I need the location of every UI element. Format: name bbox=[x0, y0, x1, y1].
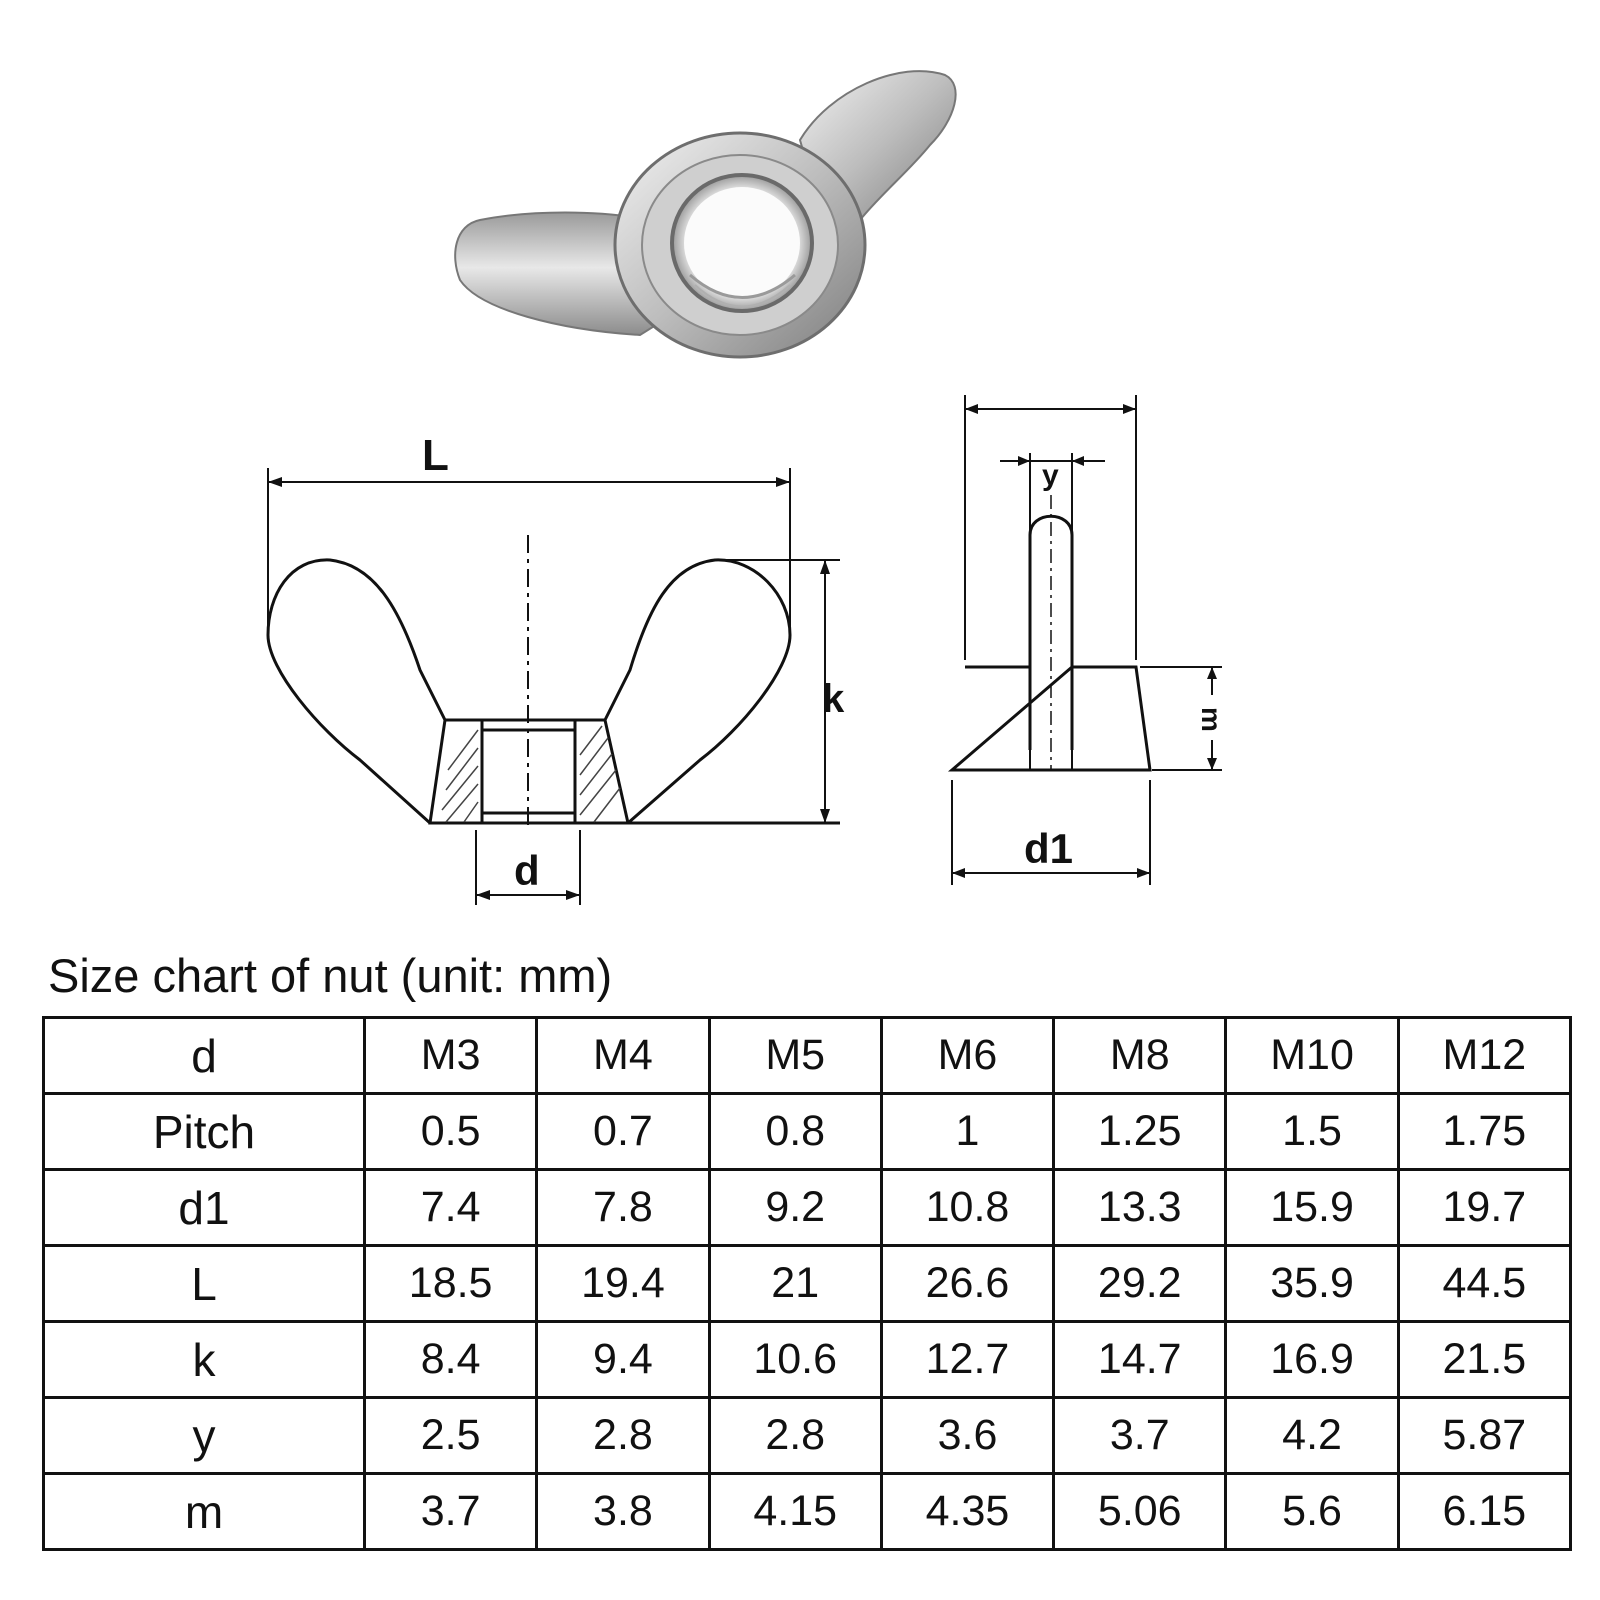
table-cell: 1.25 bbox=[1054, 1094, 1226, 1170]
table-cell: 16.9 bbox=[1226, 1322, 1398, 1398]
table-cell: M6 bbox=[881, 1018, 1053, 1094]
table-cell: 7.4 bbox=[365, 1170, 537, 1246]
table-cell: 4.15 bbox=[709, 1474, 881, 1550]
table-cell: 9.2 bbox=[709, 1170, 881, 1246]
size-chart-table bbox=[42, 1016, 1572, 1551]
table-cell: 1.75 bbox=[1398, 1094, 1570, 1170]
row-label: Pitch bbox=[44, 1094, 365, 1170]
table-cell: M10 bbox=[1226, 1018, 1398, 1094]
table-cell: 3.7 bbox=[1054, 1398, 1226, 1474]
left-wing-outline bbox=[268, 560, 445, 823]
label-y: y bbox=[1042, 459, 1059, 492]
table-cell: 8.4 bbox=[365, 1322, 537, 1398]
table-cell: 14.7 bbox=[1054, 1322, 1226, 1398]
table-cell: 5.06 bbox=[1054, 1474, 1226, 1550]
table-cell: 21 bbox=[709, 1246, 881, 1322]
table-cell: 29.2 bbox=[1054, 1246, 1226, 1322]
label-d: d bbox=[514, 847, 540, 894]
table-cell: 21.5 bbox=[1398, 1322, 1570, 1398]
table-cell: 2.8 bbox=[709, 1398, 881, 1474]
label-d1: d1 bbox=[1024, 825, 1074, 872]
table-row bbox=[44, 1474, 1571, 1550]
table-cell: M4 bbox=[537, 1018, 709, 1094]
table-row bbox=[44, 1398, 1571, 1474]
table-cell: 18.5 bbox=[365, 1246, 537, 1322]
table-cell: 6.15 bbox=[1398, 1474, 1570, 1550]
table-cell: M12 bbox=[1398, 1018, 1570, 1094]
table-cell: 3.6 bbox=[881, 1398, 1053, 1474]
table-cell: 7.8 bbox=[537, 1170, 709, 1246]
label-k: k bbox=[822, 677, 845, 721]
table-cell: 0.8 bbox=[709, 1094, 881, 1170]
label-L: L bbox=[422, 431, 449, 480]
side-view-drawing bbox=[940, 395, 1270, 940]
table-row bbox=[44, 1246, 1571, 1322]
table-cell: 5.87 bbox=[1398, 1398, 1570, 1474]
table-cell: M5 bbox=[709, 1018, 881, 1094]
row-label: L bbox=[44, 1246, 365, 1322]
row-label: m bbox=[44, 1474, 365, 1550]
table-cell: 1.5 bbox=[1226, 1094, 1398, 1170]
table-cell: 13.3 bbox=[1054, 1170, 1226, 1246]
section-hatching bbox=[442, 726, 620, 822]
table-cell: M3 bbox=[365, 1018, 537, 1094]
row-label: y bbox=[44, 1398, 365, 1474]
table-cell: 10.8 bbox=[881, 1170, 1053, 1246]
table-cell: 26.6 bbox=[881, 1246, 1053, 1322]
table-cell: 2.8 bbox=[537, 1398, 709, 1474]
table-cell: 3.7 bbox=[365, 1474, 537, 1550]
table-cell: 4.2 bbox=[1226, 1398, 1398, 1474]
size-chart-body bbox=[44, 1018, 1571, 1550]
right-wing-outline bbox=[605, 560, 790, 823]
table-cell: 0.5 bbox=[365, 1094, 537, 1170]
table-cell: 44.5 bbox=[1398, 1246, 1570, 1322]
row-label: k bbox=[44, 1322, 365, 1398]
table-cell: M8 bbox=[1054, 1018, 1226, 1094]
table-cell: 9.4 bbox=[537, 1322, 709, 1398]
table-cell: 4.35 bbox=[881, 1474, 1053, 1550]
table-cell: 3.8 bbox=[537, 1474, 709, 1550]
label-m: m bbox=[1196, 707, 1227, 732]
table-cell: 19.7 bbox=[1398, 1170, 1570, 1246]
table-row bbox=[44, 1094, 1571, 1170]
table-cell: 0.7 bbox=[537, 1094, 709, 1170]
table-row bbox=[44, 1170, 1571, 1246]
table-cell: 1 bbox=[881, 1094, 1053, 1170]
table-cell: 35.9 bbox=[1226, 1246, 1398, 1322]
table-cell: 15.9 bbox=[1226, 1170, 1398, 1246]
table-cell: 12.7 bbox=[881, 1322, 1053, 1398]
table-cell: 2.5 bbox=[365, 1398, 537, 1474]
wing-nut-photo bbox=[440, 60, 1000, 390]
table-cell: 19.4 bbox=[537, 1246, 709, 1322]
front-view-drawing bbox=[250, 430, 890, 930]
table-row bbox=[44, 1018, 1571, 1094]
row-label: d bbox=[44, 1018, 365, 1094]
size-chart-title: Size chart of nut (unit: mm) bbox=[48, 949, 613, 1002]
table-cell: 5.6 bbox=[1226, 1474, 1398, 1550]
row-label: d1 bbox=[44, 1170, 365, 1246]
table-cell: 10.6 bbox=[709, 1322, 881, 1398]
table-row bbox=[44, 1322, 1571, 1398]
